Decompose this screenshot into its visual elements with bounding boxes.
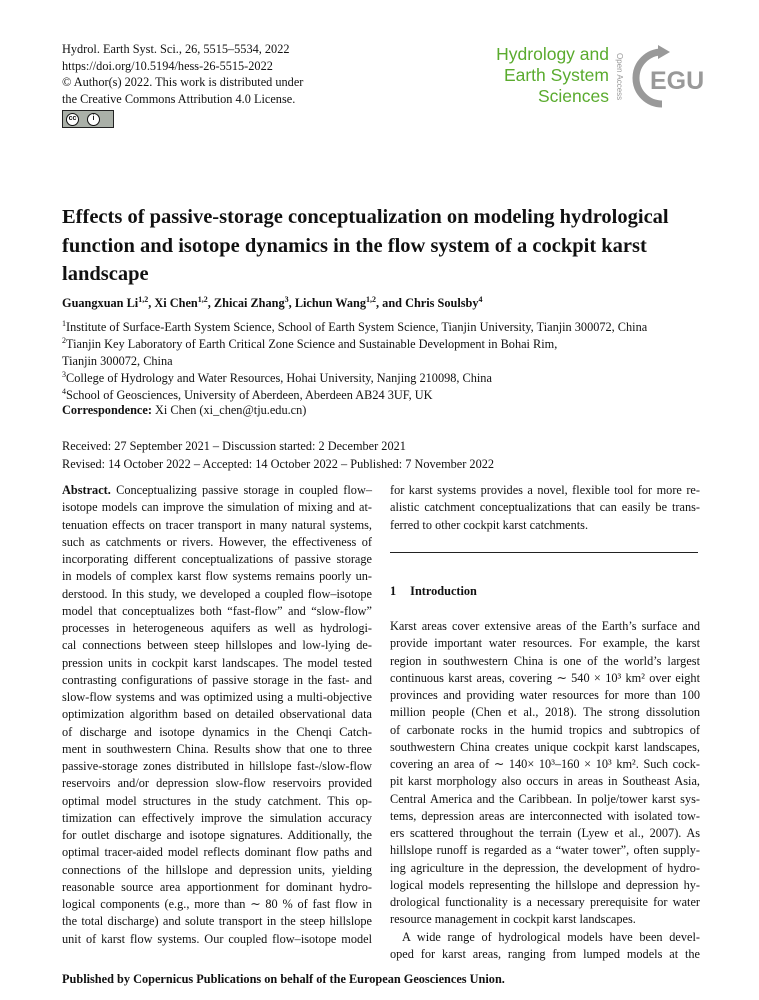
affiliations [62, 319, 647, 404]
doi-link[interactable]: https://doi.org/10.5194/hess-26-5515-2022 [62, 58, 273, 73]
text-line: provinces and providing water resources for more than 100 [390, 688, 700, 702]
by-icon: i [87, 113, 100, 126]
text-line: region in southwestern China is one of the world’s largest [390, 653, 700, 668]
text-line: incorporating different conceptualizations of passive storage [62, 552, 372, 566]
text-line: ferred to other cockpit karst catchments. [390, 517, 589, 532]
text-line: slow-flow systems and was optimized using a multi-objective [62, 690, 372, 704]
text-line: for outlet discharge and isotope signatures. Additionally, the [62, 828, 372, 842]
egu-logo-text: EGU [650, 67, 705, 95]
text-line: drological functionality is a necessary prerequisite for water [390, 895, 700, 909]
author-name: Lichun Wang [294, 296, 367, 310]
abstract-continuation [390, 482, 700, 534]
text-line: logical components (e.g., more than ∼ 80 % of fast flow in [62, 897, 372, 911]
text-line: provide important water resources. For example, the karst [390, 636, 700, 651]
author-list: Guangxuan Li$^{1,2}$, Xi Chen$^{1,2}$, Zhicai Zhang$^3$, Lichun Wang$^{1,2}$, and Chris Soulsby$^4$ [62, 295, 483, 310]
text-line: ment in southwestern China. Results show that one to three [62, 741, 372, 756]
author-name: Zhicai Zhang [213, 296, 285, 310]
text-line: ing agriculture in the depression, the development of hydro- [390, 860, 700, 875]
author-affiliation: 1,2 [138, 295, 149, 304]
author-name: Guangxuan Li [62, 296, 139, 310]
journal-name-line: Sciences [537, 86, 609, 106]
text-line: southwestern China creates unique cockpit karst landscapes, [390, 739, 700, 754]
section-heading: 1 Introduction [390, 584, 477, 598]
cc-by-license-badge[interactable] [62, 110, 114, 128]
affiliation: $^1$Institute of Surface-Earth System Science, School of Earth System Science, Tianjin University, Tianjin 300072, China [62, 319, 648, 334]
text-line: Central America and the Caribbean. In polje/tower karst sys- [390, 791, 700, 806]
text-line: reservoirs and/or depression slow-flow reservoirs provided [62, 776, 372, 791]
text-line: logical models representing the hillslope and depression hy- [390, 877, 700, 892]
text-line: model that conceptualizes both “fast-flow” and “slow-flow” [62, 603, 372, 618]
text-line: for karst systems provides a novel, flexible tool for more re- [390, 483, 700, 497]
text-line: pression units in cockpit karst landscapes. The model tested [62, 655, 372, 670]
text-line: contrasting configurations of passive storage in the fast- and [62, 672, 372, 687]
dates-line: Revised: 14 October 2022 – Accepted: 14 October 2022 – Published: 7 November 2022 [62, 456, 495, 471]
affiliation: $^4$School of Geosciences, University of Aberdeen, Aberdeen AB24 3UF, UK [62, 387, 433, 402]
text-line: A wide range of hydrological models have been devel- [402, 929, 700, 944]
journal-name-line: Earth System [503, 65, 609, 85]
text-line: pit karst morphology also occurs in areas in Southeast Asia, [390, 774, 700, 789]
text-line: hillslope runoff is regarded as a “water tower”, often supply- [390, 843, 700, 858]
journal-name-line: Hydrology and [496, 44, 609, 64]
text-line: optimization algorithm based on detailed observational data [62, 707, 372, 722]
publication-dates [62, 438, 494, 473]
author-affiliation: 1,2 [366, 295, 377, 304]
paper-title: Effects of passive-storage conceptualization on modeling hydrological function and isotope dynamics in the flow system of a cockpit karst landscape [62, 206, 669, 285]
text-line: processes in heterogeneous aquifers as well as hydrologi- [62, 621, 372, 635]
text-line: resource management in cockpit karst landscapes. [390, 912, 636, 927]
author-affiliation: 3 [284, 295, 289, 304]
author-name: Xi Chen [154, 296, 198, 310]
text-line: of discharge and isotope dynamics in the Chenqi Catch- [62, 724, 372, 739]
text-line: optimal tracer-aided model reflects dominant flow paths and [62, 845, 372, 860]
text-line: tenuation effects on tracer transport in many natural systems, [62, 517, 372, 532]
publisher-footer: Published by Copernicus Publications on behalf of the European Geosciences Union. [62, 972, 505, 986]
text-line: unit of karst flow systems. Our coupled flow–isotope model [62, 931, 372, 946]
license-line: the Creative Commons Attribution 4.0 License. [62, 91, 296, 106]
text-line: derstood. In this study, we developed a coupled flow–isotope [62, 586, 372, 601]
text-line: ers scattered throughout the terrain (Lyew et al., 2007). As [390, 826, 700, 840]
text-line: cal connections between steep hillslopes and low-lying de- [62, 638, 372, 653]
abstract-label: Abstract. [62, 483, 111, 497]
text-line: tems, depression areas are interconnected with isolated tow- [390, 808, 700, 823]
text-line: such as catchments or rivers. However, the effectiveness of [62, 534, 372, 549]
text-line: continuous karst areas, covering ∼ 540 × 10³ km² over eight [390, 670, 700, 685]
citation-line: Hydrol. Earth Syst. Sci., 26, 5515–5534, 2022 [62, 42, 290, 56]
author-affiliation: 1,2 [197, 295, 208, 304]
author-affiliation: 4 [478, 295, 483, 304]
abstract-column [62, 482, 372, 948]
affiliation: $^3$College of Hydrology and Water Resources, Hohai University, Nanjing 210098, China [62, 370, 492, 385]
affiliation: Tianjin 300072, China [62, 354, 173, 368]
journal-logo [496, 44, 609, 107]
text-line: million people (Chen et al., 2018). The strong dissolution [390, 705, 700, 720]
author-name: and Chris Soulsby [382, 296, 479, 310]
text-line: reasonable source area apportionment for dominant hydro- [62, 879, 372, 894]
correspondence: Correspondence: Xi Chen (xi_chen@tju.edu.cn) [62, 403, 307, 417]
text-line: the total discharge) and solute transport in the steep hillslope [62, 914, 372, 929]
text-line: Abstract. Conceptualizing passive storage in coupled flow– [62, 483, 372, 497]
correspondence-email[interactable]: Xi Chen (xi_chen@tju.edu.cn) [155, 403, 307, 417]
cc-icon: cc [66, 113, 79, 126]
text-line: of carbonate rocks in the humid tropics and subtropics of [390, 722, 700, 737]
text-line: covering an area of ∼ 140× 10³–160 × 10³ km². Such cock- [390, 757, 700, 771]
text-line: alistic catchment conceptualizations that can easily be trans- [390, 500, 700, 515]
dates-line: Received: 27 September 2021 – Discussion started: 2 December 2021 [62, 439, 406, 453]
open-access-label: Open Access [615, 53, 624, 101]
text-line: optimal model structures in the study catchment. This op- [62, 793, 372, 808]
text-line: connections of the hillslope and depression units, yielding [62, 862, 372, 877]
citation-header [62, 41, 303, 107]
text-line: timization can effectively improve the simulation accuracy [62, 810, 372, 825]
text-line: oped for karst areas, ranging from lumped models at the [390, 946, 700, 961]
affiliation: $^2$Tianjin Key Laboratory of Earth Critical Zone Science and Sustainable Development in Bohai Rim, [62, 336, 558, 351]
divider [390, 552, 698, 553]
introduction-text [390, 618, 700, 963]
copyright-line: © Author(s) 2022. This work is distributed under [62, 75, 304, 89]
text-line: isotope models can improve the simulation of mixing and at- [62, 500, 372, 515]
text-line: passive-storage zones distributed in hillslope fast-/slow-flow [62, 759, 372, 773]
egu-logo-icon [628, 42, 718, 112]
text-line: in models of complex karst flow systems remains poorly un- [62, 569, 372, 584]
text-line: Karst areas cover extensive areas of the Earth’s surface and [390, 619, 700, 633]
